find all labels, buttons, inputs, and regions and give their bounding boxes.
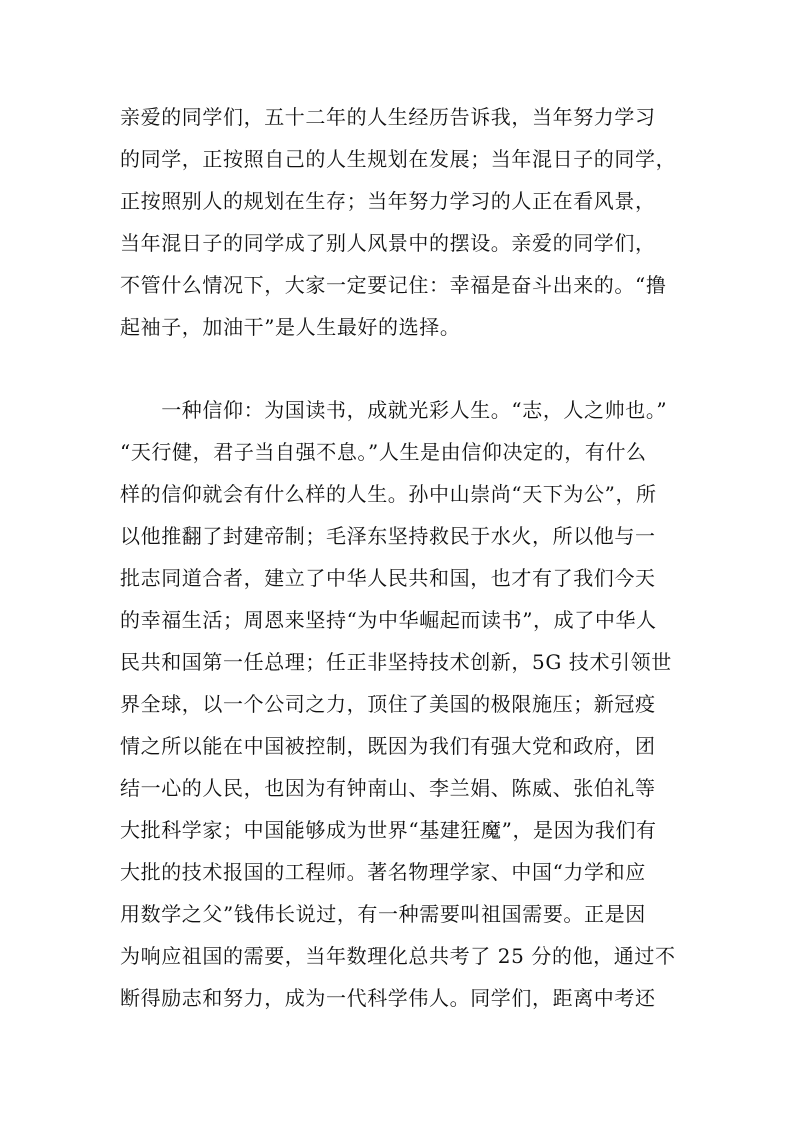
text-line: 断得励志和努力，成为一代科学伟人。同学们，距离中考还 — [120, 986, 656, 1010]
text-line: 不管什么情况下，大家一定要记住：幸福是奋斗出来的。“撸 — [120, 273, 667, 297]
text-line: 的幸福生活；周恩来坚持“为中华崛起而读书”，成了中华人 — [120, 608, 657, 632]
text-line: 批志同道合者，建立了中华人民共和国，也才有了我们今天 — [120, 566, 656, 590]
text-line: 样的信仰就会有什么样的人生。孙中山崇尚“天下为公”，所 — [120, 482, 657, 506]
text-line: 大批的技术报国的工程师。著名物理学家、中国“力学和应 — [120, 860, 646, 884]
text-line: 当年混日子的同学成了别人风景中的摆设。亲爱的同学们， — [120, 231, 656, 255]
text-line: 界全球，以一个公司之力，顶住了美国的极限施压；新冠疫 — [120, 692, 656, 716]
paragraph-1 — [120, 96, 680, 348]
text-line: 起袖子，加油干”是人生最好的选择。 — [120, 315, 461, 339]
text-line: 正按照别人的规划在生存；当年努力学习的人正在看风景， — [120, 189, 656, 213]
text-line: 用数学之父”钱伟长说过，有一种需要叫祖国需要。正是因 — [120, 902, 646, 926]
text-line: 以他推翻了封建帝制；毛泽东坚持救民于水火，所以他与一 — [120, 524, 656, 548]
text-line: 情之所以能在中国被控制，既因为我们有强大党和政府，团 — [120, 734, 656, 758]
text-line: 的同学，正按照自己的人生规划在发展；当年混日子的同学， — [120, 147, 677, 171]
text-line: 一种信仰：为国读书，成就光彩人生。“志，人之帅也。” — [120, 398, 668, 422]
paragraph-2 — [120, 389, 680, 1019]
text-line: 大批科学家；中国能够成为世界“基建狂魔”，是因为我们有 — [120, 818, 657, 842]
text-line: 为响应祖国的需要，当年数理化总共考了 25 分的他，通过不 — [120, 944, 676, 968]
text-line: 结一心的人民，也因为有钟南山、李兰娟、陈威、张伯礼等 — [120, 776, 656, 800]
text-line: “天行健，君子当自强不息。”人生是由信仰决定的，有什么 — [120, 440, 647, 464]
text-line: 民共和国第一任总理；任正非坚持技术创新，5G 技术引领世 — [120, 650, 672, 674]
text-line: 亲爱的同学们，五十二年的人生经历告诉我，当年努力学习 — [120, 105, 656, 129]
